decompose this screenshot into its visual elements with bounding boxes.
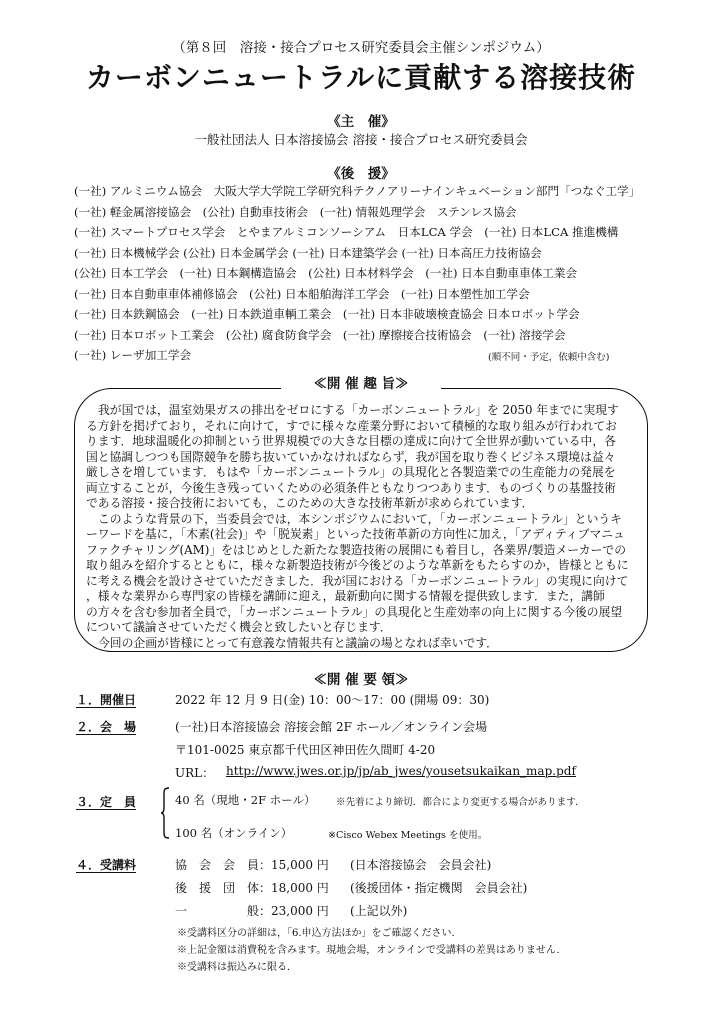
supporter-line: (一社) 軽金属溶接協会 (公社) 自動車技術会 (一社) 情報処理学会 ステンレス協会 [74, 204, 517, 219]
fee-category: 後 援 団 体：18,000 円 [175, 881, 329, 895]
fee-category: 一 般：23,000 円 [175, 904, 329, 918]
purpose-line: ファクチャリング(AM)」をはじめとした新たな製造技術の展開にも着目し，各業界/製造メーカーでの [86, 542, 626, 557]
supporter-line: (一社) 日本機械学会 (公社) 日本金属学会 (一社) 日本建築学会 (一社) 日本高圧力技術協会 [74, 245, 542, 260]
organizer-name: 一般社団法人 日本溶接協会 溶接・接合プロセス研究委員会 [194, 132, 528, 147]
supporter-line: (一社) 日本自動車車体補修協会 (公社) 日本船舶海洋工学会 (一社) 日本塑性加工学会 [74, 286, 530, 301]
purpose-line: る方針を掲げており，それに向けて，すでに様々な産業分野において積極的な取り組みが行われてお [86, 418, 617, 433]
supporter-line: (公社) 日本工学会 (一社) 日本鋼構造協会 (公社) 日本材料学会 (一社) 日本自動車車体工業会 [74, 266, 578, 280]
date-value: 2022 年 12 月 9 日(金) 10：00～17：00 (開場 09：30) [175, 693, 490, 707]
fee-note: (後援団体・指定機関 会員会社) [350, 881, 528, 895]
supporter-line: (一社) レーザ加工学会 [74, 348, 192, 362]
date-label: １．開催日 [76, 693, 137, 707]
fee-note: (日本溶接協会 会員会社) [350, 858, 492, 872]
purpose-line: このような背景の下，当委員会では，本シンポジウムにおいて，「カーボンニュートラル」というキ [98, 511, 622, 526]
purpose-line: について議論させていただく機会と致したいと存じます． [86, 620, 392, 634]
capacity-onsite: 40 名（現地・2F ホール） [175, 793, 316, 807]
supporters-note: (順不同・予定，依頼中含む) [488, 352, 610, 363]
venue-name: (一社)日本溶接協会 溶接会館 2F ホール／オンライン会場 [175, 720, 488, 734]
venue-map-link[interactable]: http://www.jwes.or.jp/jp/ab_jwes/yousetsukaikan_map.pdf [226, 764, 576, 778]
outline-heading: ≪開 催 要 領≫ [313, 672, 409, 688]
purpose-line: 我が国では，温室効果ガスの排出をゼロにする「カーボンニュートラル」を 2050 年までに実現す [98, 403, 619, 417]
supporter-line: (一社) 日本鉄鋼協会 (一社) 日本鉄道車輌工業会 (一社) 日本非破壊検査協会 日本ロボット学会 [74, 307, 580, 321]
purpose-line: の方々を含む参加者全員で，「カーボンニュートラル」の具現化と生産効率の向上に関する今後の展望 [86, 604, 623, 619]
purpose-heading: ≪開 催 趣 旨≫ [281, 372, 441, 392]
venue-address: 〒101-0025 東京都千代田区神田佐久間町 4-20 [175, 743, 436, 757]
purpose-line: に考える機会を設けさせていただきました．我が国における「カーボンニュートラル」の実現に向けて [86, 573, 629, 588]
purpose-line: 取り組みを紹介するとともに，様々な新製造技術が今後どのような革新をもたらすのか，皆様とともに [86, 558, 629, 572]
event-subtitle: （第８回 溶接・接合プロセス研究委員会主催シンポジウム） [172, 40, 550, 56]
supporter-line: (一社) アルミニウム協会 大阪大学大学院工学研究科テクノアリーナインキュベーション部門「つなぐ工学」 [74, 184, 641, 198]
url-label: URL： [175, 766, 215, 780]
purpose-line: である溶接・接合技術においても，このための大きな技術革新が求められています． [86, 496, 534, 510]
supporters-heading: 《後 援》 [327, 166, 395, 182]
capacity-online: 100 名（オンライン） [175, 826, 293, 840]
page-title: カーボンニュートラルに貢献する溶接技術 [85, 61, 637, 94]
purpose-line: ーワードを基に，「木素(社会)」や「脱炭素」といった技術革新の方向性に加え，「アディティブマニュ [86, 527, 625, 541]
purpose-line: 厳しさを増しています．もはや「カーボンニュートラル」の具現化と各製造業での生産能力の発展を [86, 465, 616, 479]
fee-note: (上記以外) [350, 904, 408, 918]
fee-notice: ※上記金額は消費税を含みます。現地会場，オンラインで受講料の差異はありません． [177, 945, 567, 956]
venue-label: ２．会 場 [76, 720, 137, 734]
fee-label: ４．受講料 [76, 858, 137, 872]
purpose-line: 両立することが，今後生き残っていくための必須条件ともなりつつあります．ものづくりの基盤技術 [86, 480, 616, 495]
brace-icon [160, 787, 170, 839]
purpose-line: ります．地球温暖化の抑制という世界規模での大きな目標の達成に向けて全世界が動いている中，各 [86, 434, 616, 448]
fee-notice: ※受講料区分の詳細は，「6.申込方法ほか」をご確認ください． [177, 928, 462, 939]
organizer-heading: 《主 催》 [327, 114, 395, 130]
supporter-line: (一社) 日本ロボット工業会 (公社) 腐食防食学会 (一社) 摩擦接合技術協会 (一社) 溶接学会 [74, 327, 566, 342]
fee-category: 協 会 会 員：15,000 円 [175, 858, 329, 872]
capacity-online-note: ※Cisco Webex Meetings を使用。 [328, 830, 488, 841]
fee-notice: ※受講料は振込みに限る． [177, 962, 297, 973]
purpose-line: 国と協調しつつも国際競争を勝ち抜いていかなければならず，我が国を取り巻くビジネス環境は益々 [86, 449, 616, 464]
capacity-label: ３．定 員 [76, 795, 137, 809]
capacity-onsite-note: ※先着により締切．都合により変更する場合があります． [336, 797, 585, 808]
purpose-line: ，様々な業界から専門家の皆様を講師に迎え，最新動向に関する情報を提供致します．また，講師 [86, 589, 605, 603]
purpose-line: 今回の企画が皆様にとって有意義な情報共有と議論の場となれば幸いです． [98, 635, 498, 650]
supporter-line: (一社) スマートプロセス学会 とやまアルミコンソーシアム 日本LCA 学会 (一社) 日本LCA 推進機構 [74, 225, 619, 239]
